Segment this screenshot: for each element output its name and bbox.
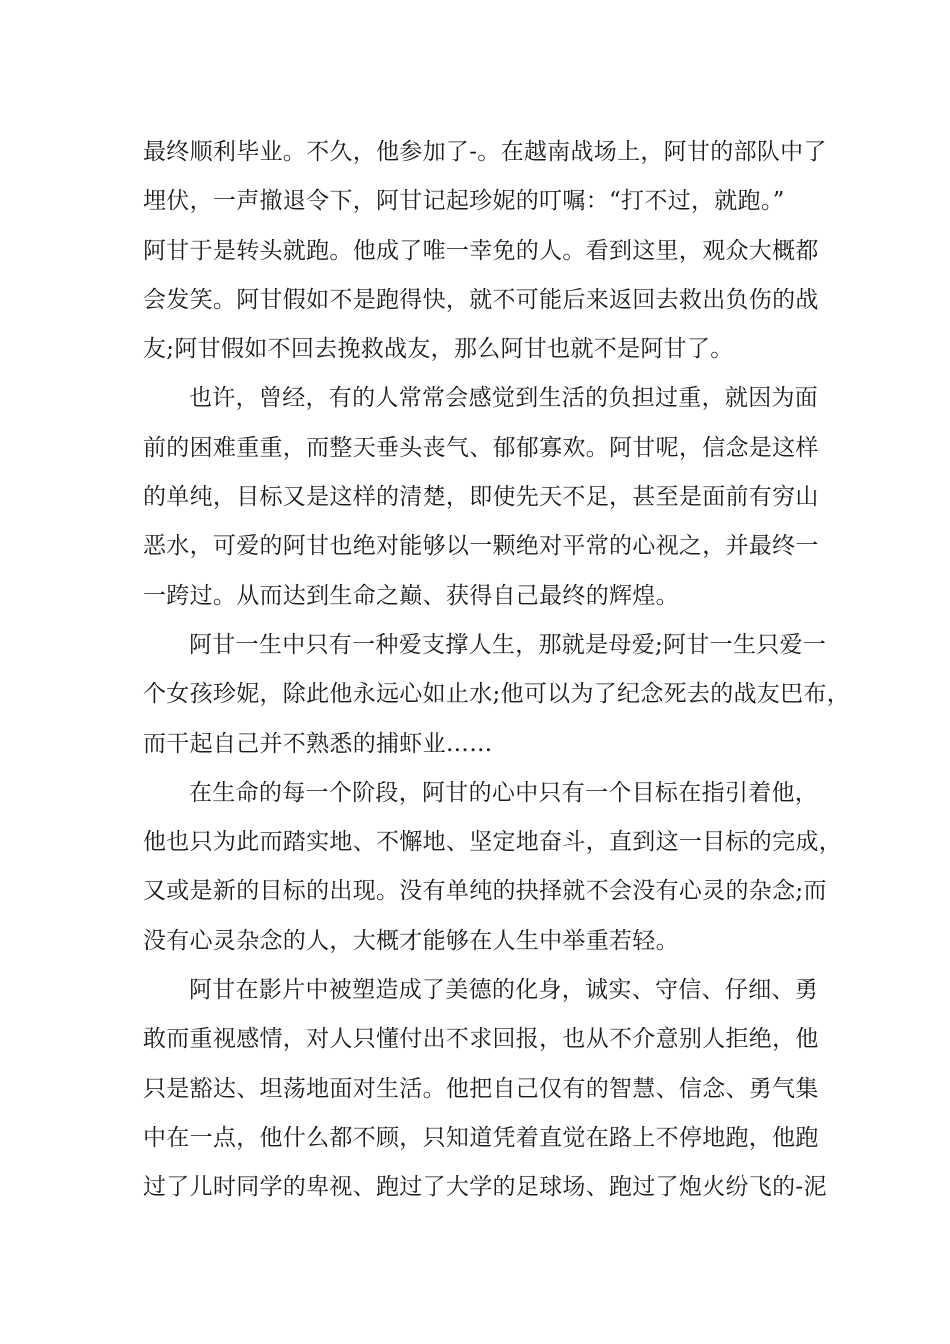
paragraph-line: 恶水，可爱的阿甘也绝对能够以一颗绝对平常的心视之，并最终一 [143,533,819,560]
paragraph-line: 也许，曾经，有的人常常会感觉到生活的负担过重，就因为面 [189,385,819,412]
paragraph-line: 阿甘一生中只有一种爱支撑人生，那就是母爱;阿甘一生只爱一 [189,631,827,658]
paragraph-line: 埋伏，一声撤退令下，阿甘记起珍妮的叮嘱：“打不过，就跑。” [143,188,785,215]
paragraph [143,769,842,966]
paragraph-line: 而干起自己并不熟悉的捕虾业…… [143,730,493,757]
document-body [143,128,851,1213]
paragraph-line: 一跨过。从而达到生命之巅、获得自己最终的辉煌。 [143,582,679,609]
paragraph-line: 他也只为此而踏实地、不懈地、坚定地奋斗，直到这一目标的完成， [143,829,842,856]
paragraph [143,128,827,374]
paragraph-line: 没有心灵杂念的人，大概才能够在人生中举重若轻。 [143,927,679,954]
paragraph-line: 阿甘于是转头就跑。他成了唯一幸免的人。看到这里，观众大概都 [143,237,819,264]
paragraph [143,374,823,620]
paragraph-line: 前的困难重重，而整天垂头丧气、郁郁寡欢。阿甘呢，信念是这样 [143,434,819,461]
paragraph-line: 只是豁达、坦荡地面对生活。他把自己仅有的智慧、信念、勇气集 [143,1075,819,1102]
paragraph-line: 过了儿时同学的卑视、跑过了大学的足球场、跑过了炮火纷飞的-泥 [143,1174,827,1201]
paragraph-line: 又或是新的目标的出现。没有单纯的抉择就不会没有心灵的杂念;而 [143,878,827,905]
paragraph [143,621,851,769]
paragraph-line: 敢而重视感情，对人只懂付出不求回报，也从不介意别人拒绝，他 [143,1026,819,1053]
paragraph-line: 在生命的每一个阶段，阿甘的心中只有一个目标在指引着他， [189,779,819,806]
paragraph-line: 会发笑。阿甘假如不是跑得快，就不可能后来返回去救出负伤的战 [143,286,819,313]
paragraph-line: 阿甘在影片中被塑造成了美德的化身，诚实、守信、仔细、勇 [189,977,819,1004]
paragraph-line: 最终顺利毕业。不久，他参加了-。在越南战场上，阿甘的部队中了 [143,139,827,165]
paragraph [143,966,827,1212]
paragraph-line: 个女孩珍妮，除此他永远心如止水;他可以为了纪念死去的战友巴布， [143,681,851,708]
paragraph-line: 友;阿甘假如不回去挽救战友，那么阿甘也就不是阿甘了。 [143,336,734,363]
paragraph-line: 的单纯，目标又是这样的清楚，即使先天不足，甚至是面前有穷山 [143,484,819,511]
paragraph-line: 中在一点，他什么都不顾，只知道凭着直觉在路上不停地跑，他跑 [143,1124,819,1151]
